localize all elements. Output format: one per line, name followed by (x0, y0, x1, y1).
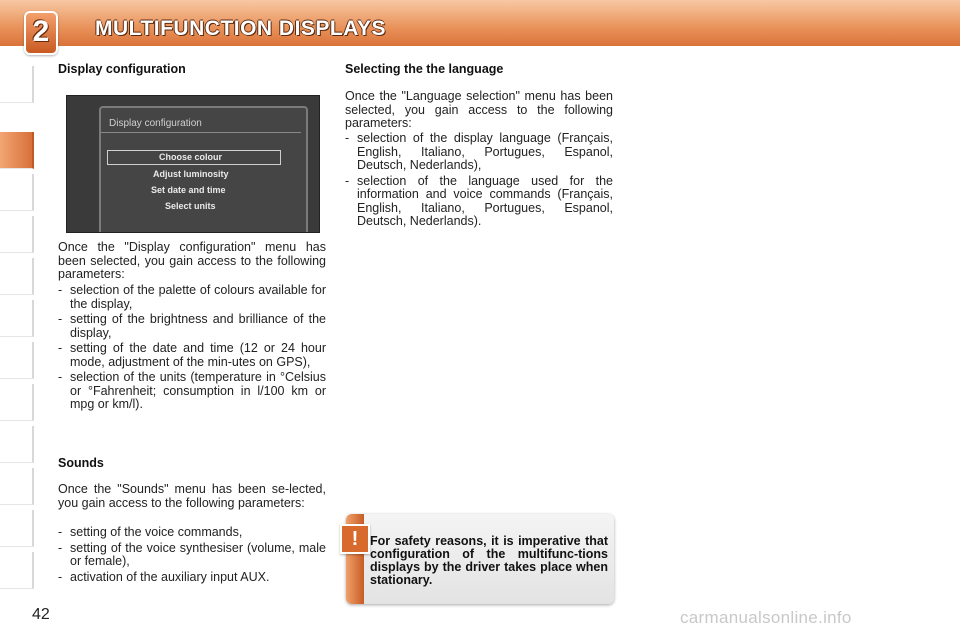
chapter-tab-7[interactable] (0, 342, 34, 379)
chapter-header (0, 0, 960, 46)
chapter-tab-12[interactable] (0, 552, 34, 589)
list-item: - selection of the palette of colours available for the display, (58, 284, 326, 311)
list-item: - setting of the brightness and brilliance of the display, (58, 313, 326, 340)
chapter-number: 2 (32, 15, 50, 48)
screen-menu-item: Set date and time (151, 185, 226, 195)
list-item: - selection of the display language (Français, English, Italiano, Portugues, Espanol, Deutsch, Nederlands), (345, 132, 613, 173)
screen-menu-title: Display configuration (109, 118, 202, 129)
chapter-tab-2[interactable] (0, 132, 34, 169)
chapter-tab-11[interactable] (0, 510, 34, 547)
screen-divider (101, 132, 301, 133)
chapter-tab-6[interactable] (0, 300, 34, 337)
chapter-badge (24, 11, 58, 55)
section-heading-language: Selecting the the language (345, 62, 504, 76)
chapter-tab-4[interactable] (0, 216, 34, 253)
page-number: 42 (32, 606, 50, 623)
chapter-tab-1[interactable] (0, 66, 34, 103)
list-item: - selection of the language used for the information and voice commands (Français, English, Italiano, Portugues, Espanol, Deutsch, Nederlands). (345, 175, 613, 229)
section-heading-sounds: Sounds (58, 456, 104, 470)
list-item: - setting of the voice synthesiser (volume, male or female), (58, 542, 326, 569)
chapter-tab-9[interactable] (0, 426, 34, 463)
display-screen-photo (66, 95, 320, 233)
display-config-intro: Once the "Display configuration" menu has been selected, you gain access to the following parameters: (58, 240, 326, 281)
section-heading-display-configuration: Display configuration (58, 62, 186, 76)
page-title: MULTIFUNCTION DISPLAYS (95, 17, 387, 40)
screen-menu-item: Choose colour (159, 152, 223, 162)
sounds-list (58, 526, 326, 586)
chapter-tabs (0, 66, 34, 576)
chapter-tab-8[interactable] (0, 384, 34, 421)
sounds-intro: Once the "Sounds" menu has been se-lected, you gain access to the following parameters: (58, 482, 326, 510)
safety-warning-text: For safety reasons, it is imperative that configuration of the multifunc-tions displays by the driver takes place when stationary. (370, 534, 608, 587)
list-item: - activation of the auxiliary input AUX. (58, 571, 326, 585)
list-item: - selection of the units (temperature in °Celsius or °Fahrenheit; consumption in l/100 km or mpg or km/l). (58, 371, 326, 412)
chapter-tab-3[interactable] (0, 174, 34, 211)
list-item: - setting of the voice commands, (58, 526, 326, 540)
screen-menu-item: Select units (165, 201, 216, 211)
language-list (345, 132, 613, 231)
chapter-tab-5[interactable] (0, 258, 34, 295)
warning-exclamation-icon: ! (340, 524, 370, 554)
chapter-tab-10[interactable] (0, 468, 34, 505)
language-intro: Once the "Language selection" menu has been selected, you gain access to the following parameters: (345, 89, 613, 130)
watermark-text: carmanualsonline.info (680, 608, 852, 627)
list-item: - setting of the date and time (12 or 24 hour mode, adjustment of the min-utes on GPS), (58, 342, 326, 369)
display-config-list (58, 284, 326, 414)
screen-menu-item: Adjust luminosity (153, 169, 229, 179)
